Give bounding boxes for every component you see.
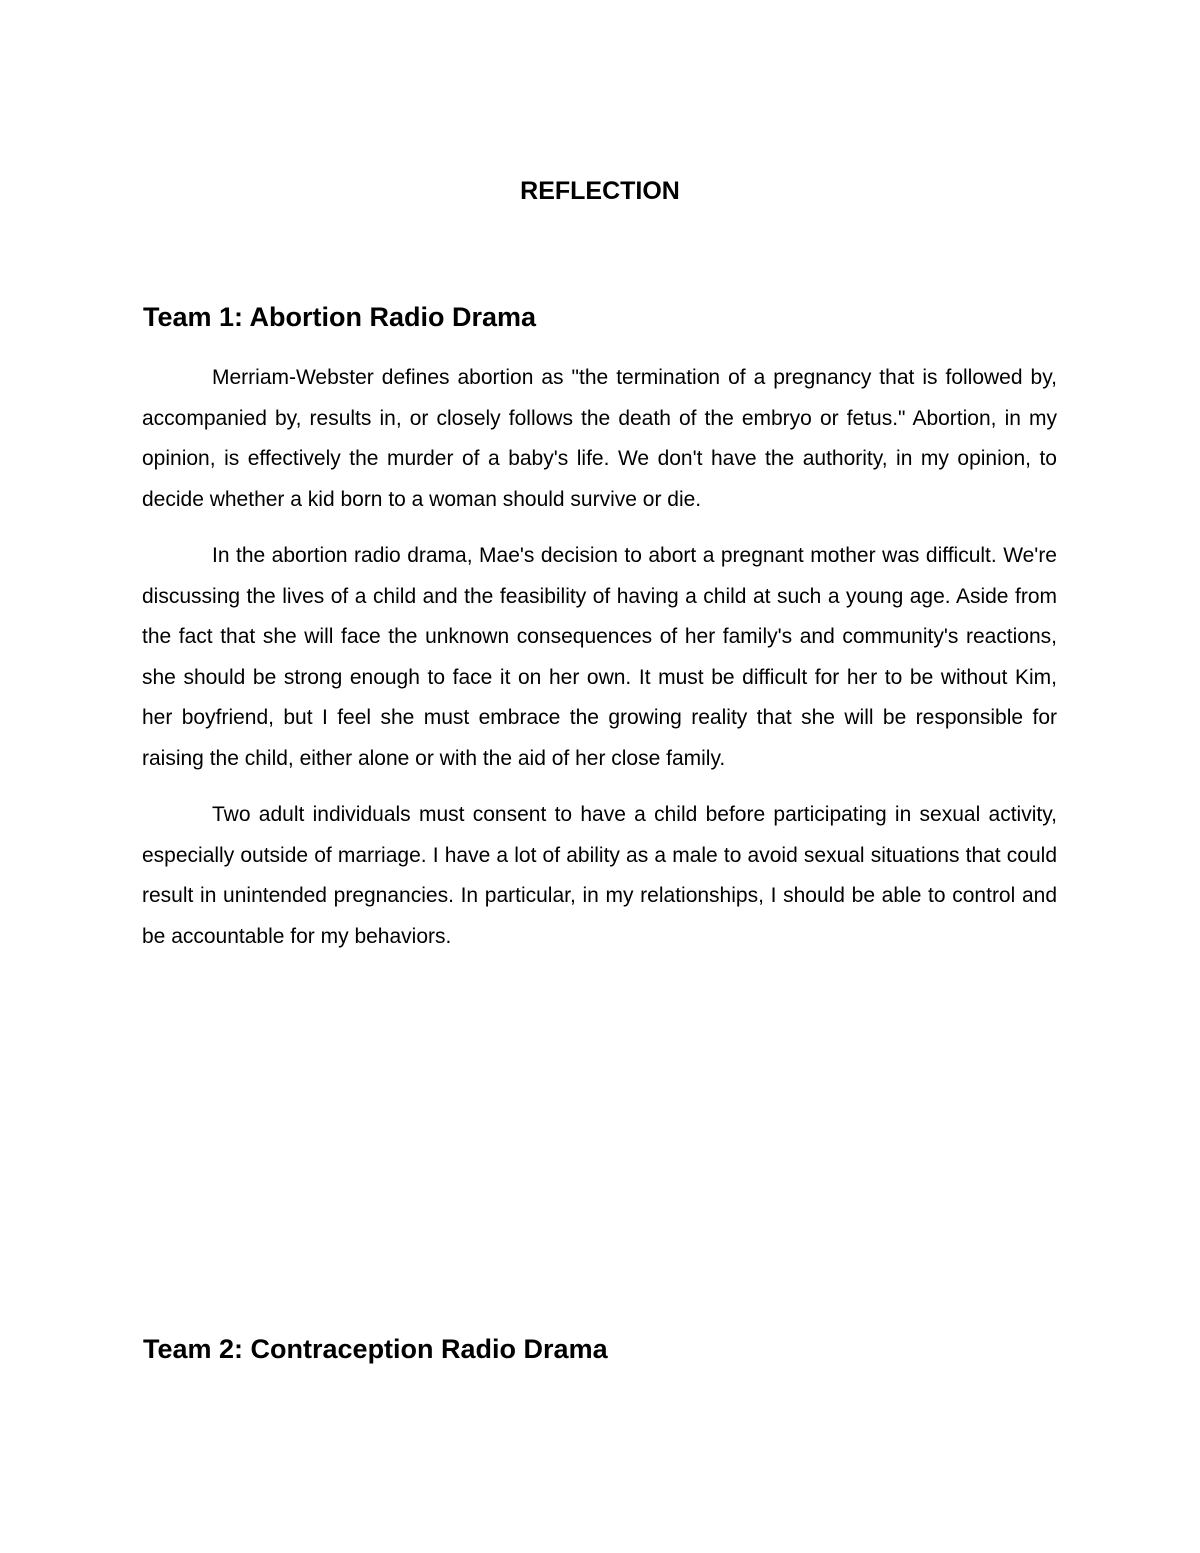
section-body-team-1 xyxy=(142,358,1057,973)
paragraph: Merriam-Webster defines abortion as "the termination of a pregnancy that is followed by, accompanied by, results in, or closely follows the death of the embryo or fetus." Abortion, in my opinion, is effectively the murder of a baby's life. We don't have the authority, in my opinion, to decide whether a kid born to a woman should survive or die. xyxy=(142,366,1057,511)
section-heading-team-1: Team 1: Abortion Radio Drama xyxy=(143,302,537,332)
section-heading-team-2: Team 2: Contraception Radio Drama xyxy=(143,1334,608,1364)
paragraph: In the abortion radio drama, Mae's decision to abort a pregnant mother was difficult. We're discussing the lives of a child and the feasibility of having a child at such a young age. Aside from the fact that she will face the unknown consequences of her family's and community's reactions, she should be strong enough to face it on her own. It must be difficult for her to be without Kim, her boyfriend, but I feel she must embrace the growing reality that she will be responsible for raising the child, either alone or with the aid of her close family. xyxy=(142,544,1057,770)
document-title: REFLECTION xyxy=(520,177,680,205)
paragraph: Two adult individuals must consent to have a child before participating in sexual activity, especially outside of marriage. I have a lot of ability as a male to avoid sexual situations that could result in unintended pregnancies. In particular, in my relationships, I should be able to control and be accountable for my behaviors. xyxy=(142,803,1057,948)
